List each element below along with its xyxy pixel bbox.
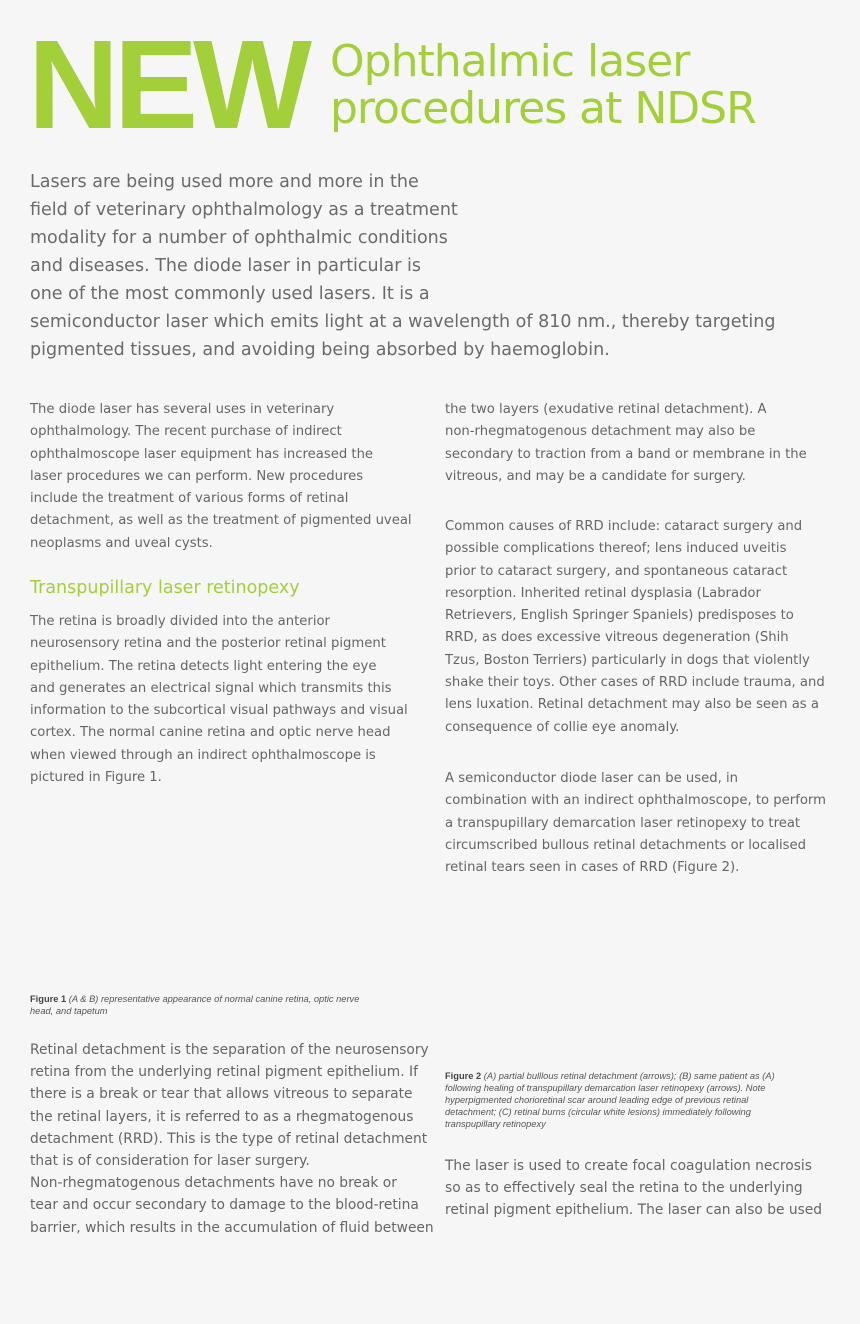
text-line: prior to cataract surgery, and spontaneous cataract xyxy=(445,563,788,579)
caption-line xyxy=(445,1106,775,1118)
text-line: neurosensory retina and the posterior retinal pigment xyxy=(30,636,386,652)
figure-label: Figure 2 xyxy=(445,1071,482,1081)
caption-text: detachment; (C) retinal burns (circular white lesions) immediately following xyxy=(445,1107,751,1117)
caption-line xyxy=(445,1094,775,1106)
text-line: detachment, as well as the treatment of pigmented uveal xyxy=(30,513,412,529)
caption-line xyxy=(445,1082,775,1094)
intro-line: pigmented tissues, and avoiding being absorbed by haemoglobin. xyxy=(30,340,610,360)
text-line: that is of consideration for laser surgery. xyxy=(30,1153,310,1170)
text-line: A semiconductor diode laser can be used, in xyxy=(445,771,739,786)
text-line: retina from the underlying retinal pigment epithelium. If xyxy=(30,1064,418,1081)
text-line: tear and occur secondary to damage to the blood-retina xyxy=(30,1197,419,1214)
left-paragraph-2 xyxy=(30,611,408,789)
text-line: The diode laser has several uses in veterinary xyxy=(30,402,335,417)
left-paragraph-3 xyxy=(30,1039,434,1239)
right-paragraph-3 xyxy=(445,768,826,879)
text-line: possible complications thereof; lens induced uveitis xyxy=(445,541,787,557)
text-line: Non-rhegmatogenous detachments have no break or xyxy=(30,1175,397,1192)
caption-text: (A & B) representative appearance of normal canine retina, optic nerve xyxy=(68,994,360,1004)
text-line: The retina is broadly divided into the anterior xyxy=(30,614,330,629)
text-line: the two layers (exudative retinal detachment). A xyxy=(445,402,767,417)
text-line: Retrievers, English Springer Spaniels) predisposes to xyxy=(445,608,794,624)
caption-text: head, and tapetum xyxy=(30,1006,108,1016)
left-paragraph-1 xyxy=(30,399,412,555)
caption-text: hyperpigmented chorioretinal scar around leading edge of previous retinal xyxy=(445,1095,749,1105)
text-line: consequence of collie eye anomaly. xyxy=(445,719,680,735)
text-line: Retinal detachment is the separation of the neurosensory xyxy=(30,1042,429,1058)
section-heading: Transpupillary laser retinopexy xyxy=(30,578,300,598)
title-line: procedures at NDSR xyxy=(330,83,756,134)
text-line: ophthalmoscope laser equipment has increased the xyxy=(30,446,374,462)
intro-line: modality for a number of ophthalmic conditions xyxy=(30,228,448,248)
caption-line xyxy=(445,1070,775,1082)
text-line: include the treatment of various forms of retinal xyxy=(30,491,349,507)
text-line: epithelium. The retina detects light entering the eye xyxy=(30,658,377,674)
text-line: RRD, as does excessive vitreous degeneration (Shih xyxy=(445,630,789,646)
text-line: Tzus, Boston Terriers) particularly in dogs that violently xyxy=(445,652,810,668)
text-line: laser procedures we can perform. New procedures xyxy=(30,468,364,484)
title-line: Ophthalmic laser xyxy=(330,36,690,87)
caption-line xyxy=(30,1005,359,1017)
figure-1-caption xyxy=(30,993,359,1017)
text-line: ophthalmology. The recent purchase of indirect xyxy=(30,424,342,440)
text-line: resorption. Inherited retinal dysplasia (Labrador xyxy=(445,585,761,601)
figure-2-caption xyxy=(445,1070,775,1130)
intro-paragraph xyxy=(30,168,820,364)
intro-line: one of the most commonly used lasers. It is a xyxy=(30,284,430,304)
text-line: when viewed through an indirect ophthalmoscope is xyxy=(30,747,376,763)
intro-line: and diseases. The diode laser in particular is xyxy=(30,256,421,276)
text-line: and generates an electrical signal which transmits this xyxy=(30,680,392,696)
caption-text: transpupillary retinopexy xyxy=(445,1119,546,1129)
text-line: barrier, which results in the accumulation of fluid between xyxy=(30,1219,434,1236)
text-line: retinal tears seen in cases of RRD (Figure 2). xyxy=(445,860,740,876)
intro-line: Lasers are being used more and more in the xyxy=(30,172,419,192)
intro-line: field of veterinary ophthalmology as a treatment xyxy=(30,200,458,220)
new-heading: NEW xyxy=(28,14,307,155)
text-line: there is a break or tear that allows vitreous to separate xyxy=(30,1086,413,1103)
caption-line xyxy=(445,1118,775,1130)
text-line: shake their toys. Other cases of RRD include trauma, and xyxy=(445,675,825,691)
text-line: circumscribed bullous retinal detachments or localised xyxy=(445,837,807,853)
right-paragraph-2 xyxy=(445,516,825,739)
figure-label: Figure 1 xyxy=(30,994,67,1004)
text-line: the retinal layers, it is referred to as a rhegmatogenous xyxy=(30,1108,414,1125)
text-line: secondary to traction from a band or membrane in the xyxy=(445,446,807,462)
text-line: Common causes of RRD include: cataract surgery and xyxy=(445,519,803,534)
text-line: cortex. The normal canine retina and optic nerve head xyxy=(30,725,391,741)
text-line: non-rhegmatogenous detachment may also be xyxy=(445,424,756,440)
caption-text: (A) partial bulllous retinal detachment (arrows); (B) same patient as (A) xyxy=(483,1071,775,1081)
intro-line: semiconductor laser which emits light at a wavelength of 810 nm., thereby targeting xyxy=(30,312,776,332)
text-line: retinal pigment epithelium. The laser can also be used xyxy=(445,1202,823,1219)
text-line: detachment (RRD). This is the type of retinal detachment xyxy=(30,1130,428,1147)
text-line: information to the subcortical visual pathways and visual xyxy=(30,703,408,719)
text-line: neoplasms and uveal cysts. xyxy=(30,535,213,551)
page-title xyxy=(330,38,850,132)
text-line: lens luxation. Retinal detachment may also be seen as a xyxy=(445,697,819,713)
text-line: so as to effectively seal the retina to the underlying xyxy=(445,1180,803,1197)
caption-line xyxy=(30,993,359,1005)
caption-text: following healing of transpupillary demarcation laser retinopexy (arrows). Note xyxy=(445,1083,766,1093)
text-line: a transpupillary demarcation laser retinopexy to treat xyxy=(445,815,801,831)
text-line: The laser is used to create focal coagulation necrosis xyxy=(445,1158,812,1174)
text-line: vitreous, and may be a candidate for surgery. xyxy=(445,468,746,484)
right-paragraph-1 xyxy=(445,399,807,488)
text-line: combination with an indirect ophthalmoscope, to perform xyxy=(445,793,826,809)
text-line: pictured in Figure 1. xyxy=(30,770,162,786)
right-paragraph-4 xyxy=(445,1155,822,1222)
